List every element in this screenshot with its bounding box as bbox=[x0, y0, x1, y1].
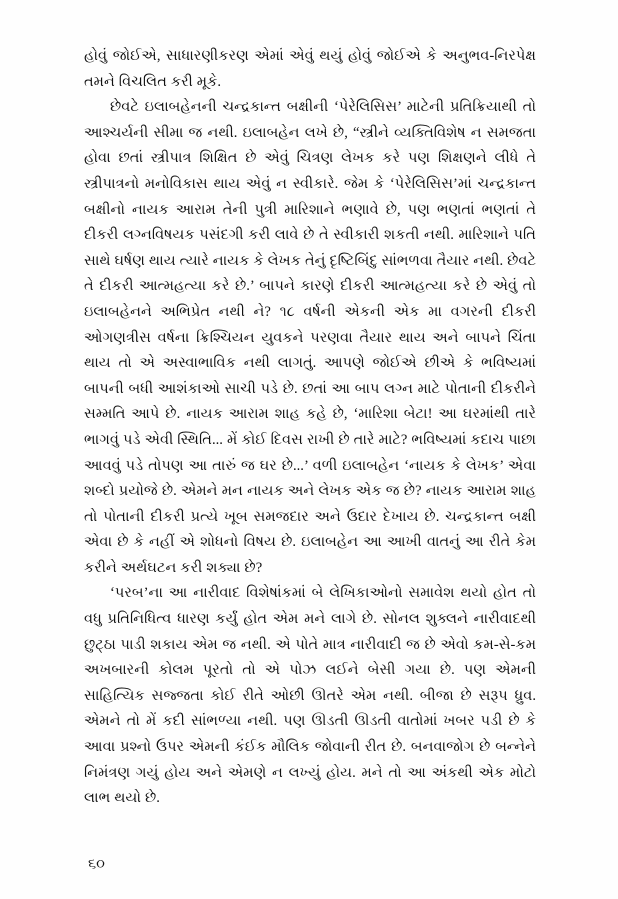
body-text bbox=[84, 44, 536, 812]
paragraph: ‘પરબ’ના આ નારીવાદ વિશેષાંકમાં બે લેખિકાઓનો સમાવેશ થયો હોત તો વધુ પ્રતિનિધિત્વ ધારણ કર્યું હોત એમ મને લાગે છે. સોનલ શુક્લને નારીવાદથી છુટ્ઠા પાડી શકાય એમ જ નથી. એ પોતે માત્ર નારીવાદી જ છે એવો કમ-સે-કમ અખબારની કોલમ પૂરતો તો એ પોઝ લઈને બેસી ગયા છે. પણ એમની સાહિત્યિક સજ્જતા કોઈ રીતે ઓછી ઊતરે એમ નથી. બીજા છે સરૂપ ધ્રુવ. એમને તો મેં કદી સાંભળ્યા નથી. પણ ઊડતી ઊડતી વાતોમાં ખબર પડી છે કે આવા પ્રશ્નો ઉપર એમની કંઈક મૌલિક જોવાની રીત છે. બનવાજોગ છે બન્નેને નિમંત્રણ ગયું હોય અને એમણે ન લખ્યું હોય. મને તો આ અંકથી એક મોટો લાભ થયો છે. bbox=[84, 585, 536, 807]
paragraph: છેવટે ઇલાબહેનની ચન્દ્રકાન્ત બક્ષીની ‘પેરેલિસિસ’ માટેની પ્રતિક્રિયાથી તો આશ્ચર્યની સીમા જ નથી. ઇલાબહેન લખે છે, “સ્ત્રીને વ્યક્તિવિશેષ ન સમજતા હોવા છતાં સ્ત્રીપાત્ર શિક્ષિત છે એવું ચિત્રણ લેખક કરે પણ શિક્ષણને લીધે તે સ્ત્રીપાત્રનો મનોવિકાસ થાય એવું ન સ્વીકારે. જેમ કે ‘પેરેલિસિસ’માં ચન્દ્રકાન્ત બક્ષીનો નાયક આરામ તેની પુત્રી મારિશાને ભણાવે છે, પણ ભણતાં ભણતાં તે દીકરી લગ્નવિષયક પસંદગી કરી લાવે છે તે સ્વીકારી શકતી નથી. મારિશાને પતિ સાથે ઘર્ષણ થાય ત્યારે નાયક કે લેખક તેનું દૃષ્ટિબિંદુ સાંભળવા તૈયાર નથી. છેવટે તે દીકરી આત્મહત્યા કરે છે.’ બાપને કારણે દીકરી આત્મહત્યા કરે છે એવું તો ઇલાબહેનને અભિપ્રેત નથી ને? ૧૮ વર્ષની એકની એક મા વગરની દીકરી ઓગણત્રીસ વર્ષના ક્રિશ્ચિયન યુવકને પરણવા તૈયાર થાય અને બાપને ચિંતા થાય તો એ અસ્વાભાવિક નથી લાગતું. આપણે જોઈએ છીએ કે ભવિષ્યમાં બાપની બધી આશંકાઓ સાચી પડે છે. છતાં આ બાપ લગ્ન માટે પોતાની દીકરીને સમ્મતિ આપે છે. નાયક આરામ શાહ કહે છે, ‘મારિશા બેટા! આ ઘરમાંથી તારે ભાગવું પડે એવી સ્થિતિ... મેં કોઈ દિવસ રાખી છે તારે માટે? ભવિષ્યમાં કદાચ પાછા આવવું પડે તોપણ આ તારું જ ઘર છે...’ વળી ઇલાબહેન ‘નાયક કે લેખક’ એવા શબ્દો પ્રયોજે છે. એમને મન નાયક અને લેખક એક જ છે? નાયક આરામ શાહ તો પોતાની દીકરી પ્રત્યે ખૂબ સમજદાર અને ઉદાર દેખાય છે. ચન્દ્રકાન્ત બક્ષી એવા છે કે નહીં એ શોધનો વિષય છે. ઇલાબહેન આ આખી વાતનું આ રીતે કેમ કરીને અર્થઘટન કરી શક્યા છે? bbox=[84, 99, 536, 576]
paragraph: હોવું જોઈએ, સાધારણીકરણ એમાં એવું થયું હોવું જોઈએ કે અનુભવ-નિરપેક્ષ તમને વિચલિત કરી મૂકે. bbox=[84, 48, 536, 90]
page-number: ૬૦ bbox=[88, 856, 105, 872]
